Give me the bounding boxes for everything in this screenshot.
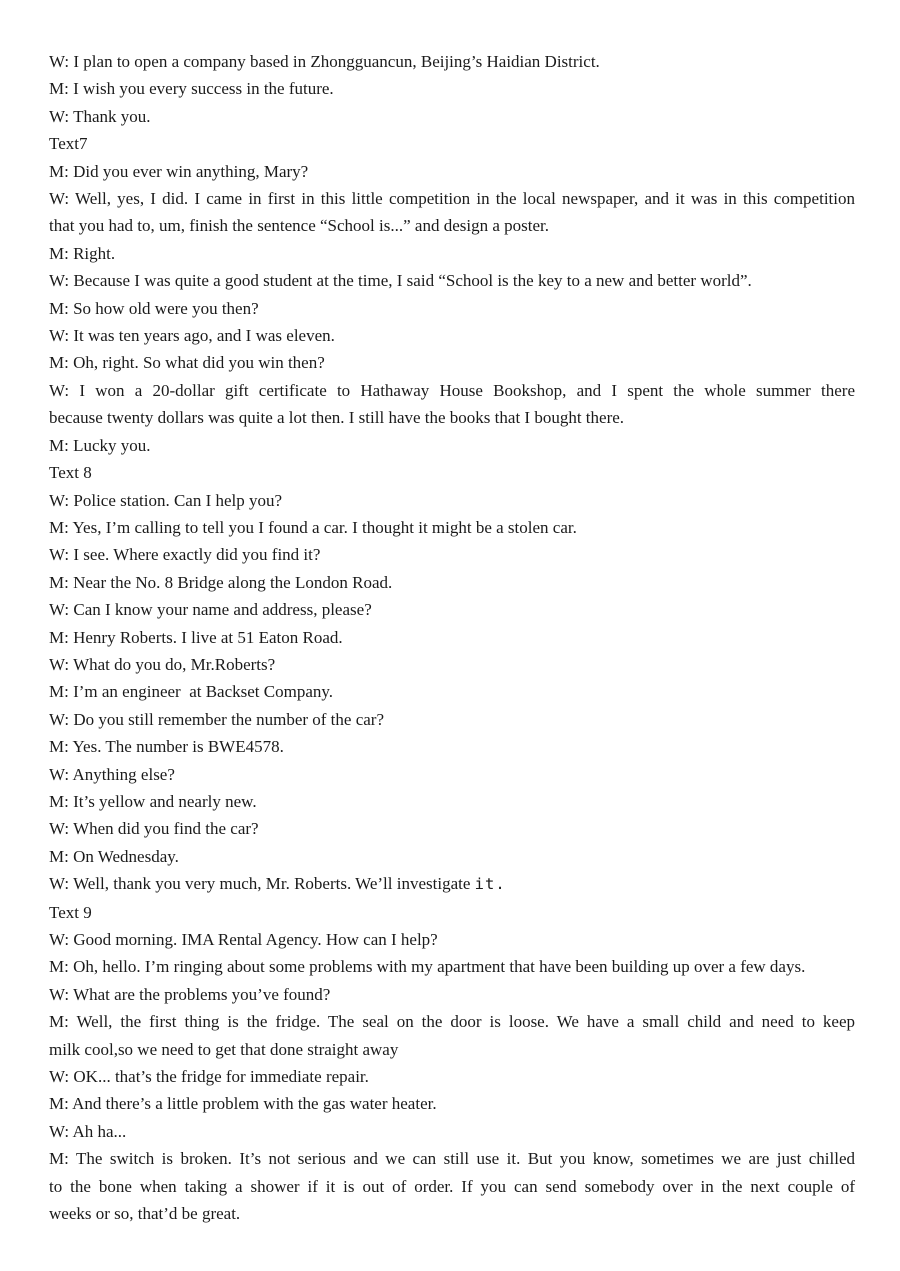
transcript-line bbox=[49, 733, 855, 760]
transcript-line bbox=[49, 678, 855, 705]
transcript-body bbox=[49, 48, 855, 1227]
line-text: W: I won a 20-dollar gift certificate to Hathaway House Bookshop, and I spent the whole summer there bbox=[49, 380, 855, 400]
line-text: M: Did you ever win anything, Mary? bbox=[49, 161, 309, 181]
line-text: M: I’m an engineer at Backset Company. bbox=[49, 682, 334, 702]
transcript-line bbox=[49, 48, 855, 75]
transcript-line bbox=[49, 75, 855, 102]
section-heading-text: Text7 bbox=[49, 134, 88, 154]
transcript-line bbox=[49, 1063, 855, 1090]
section-heading bbox=[49, 459, 855, 486]
line-text: W: What do you do, Mr.Roberts? bbox=[49, 654, 276, 674]
line-text: M: Right. bbox=[49, 243, 116, 263]
line-text: W: It was ten years ago, and I was eleven. bbox=[49, 326, 335, 346]
line-text: because twenty dollars was quite a lot then. I still have the books that I bought there. bbox=[49, 408, 625, 428]
line-text: M: Oh, right. So what did you win then? bbox=[49, 353, 325, 373]
transcript-line bbox=[49, 1008, 855, 1035]
line-text: M: The switch is broken. It’s not serious and we can still use it. But you know, sometimes we are just chilled bbox=[49, 1149, 855, 1169]
line-text: W: Ah ha... bbox=[49, 1121, 127, 1141]
section-heading-text: Text 9 bbox=[49, 902, 92, 922]
line-text: M: And there’s a little problem with the gas water heater. bbox=[49, 1094, 437, 1114]
transcript-line bbox=[49, 569, 855, 596]
section-heading bbox=[49, 130, 855, 157]
line-text: M: Near the No. 8 Bridge along the London Road. bbox=[49, 572, 393, 592]
line-text: M: Henry Roberts. I live at 51 Eaton Road. bbox=[49, 627, 343, 647]
transcript-line bbox=[49, 541, 855, 568]
transcript-line bbox=[49, 1200, 855, 1227]
line-text: M: Yes, I’m calling to tell you I found a car. I thought it might be a stolen car. bbox=[49, 517, 577, 537]
transcript-line bbox=[49, 1118, 855, 1145]
section-heading bbox=[49, 899, 855, 926]
transcript-line bbox=[49, 706, 855, 733]
line-text: W: What are the problems you’ve found? bbox=[49, 984, 331, 1004]
transcript-line bbox=[49, 788, 855, 815]
line-text: W: Good morning. IMA Rental Agency. How can I help? bbox=[49, 930, 438, 949]
transcript-line bbox=[49, 926, 855, 953]
transcript-line bbox=[49, 761, 855, 788]
line-text: W: OK... that’s the fridge for immediate repair. bbox=[49, 1067, 369, 1087]
line-text: weeks or so, that’d be great. bbox=[49, 1204, 241, 1224]
line-text: W: When did you find the car? bbox=[49, 819, 259, 839]
line-text: W: Well, thank you very much, Mr. Roberts. We’ll investigate bbox=[49, 874, 475, 894]
transcript-line bbox=[49, 185, 855, 212]
line-text: M: Lucky you. bbox=[49, 435, 151, 455]
line-text: W: Well, yes, I did. I came in first in this little competition in the local newspaper, and it was in this competition bbox=[49, 189, 855, 209]
line-text: M: Well, the first thing is the fridge. The seal on the door is loose. We have a small child and need to keep bbox=[49, 1012, 855, 1032]
transcript-line bbox=[49, 1173, 855, 1200]
line-text: W: Police station. Can I help you? bbox=[49, 490, 283, 510]
line-text: W: Thank you. bbox=[49, 106, 151, 126]
transcript-line bbox=[49, 843, 855, 870]
transcript-line bbox=[49, 514, 855, 541]
transcript-line bbox=[49, 1036, 855, 1063]
transcript-line bbox=[49, 953, 855, 980]
transcript-line bbox=[49, 267, 855, 294]
transcript-line bbox=[49, 322, 855, 349]
transcript-line bbox=[49, 158, 855, 185]
line-text: W: Anything else? bbox=[49, 764, 175, 784]
transcript-line bbox=[49, 870, 855, 898]
transcript-line bbox=[49, 1090, 855, 1117]
transcript-line bbox=[49, 377, 855, 404]
transcript-line bbox=[49, 981, 855, 1008]
transcript-line bbox=[49, 624, 855, 651]
transcript-line bbox=[49, 651, 855, 678]
transcript-line bbox=[49, 404, 855, 431]
line-text-alt-font: it. bbox=[474, 875, 506, 894]
transcript-line bbox=[49, 349, 855, 376]
line-text: that you had to, um, finish the sentence “School is...” and design a poster. bbox=[49, 216, 549, 236]
transcript-line bbox=[49, 212, 855, 239]
line-text: M: Oh, hello. I’m ringing about some problems with my apartment that have been building up over a few days. bbox=[49, 957, 806, 977]
transcript-line bbox=[49, 432, 855, 459]
line-text: milk cool,so we need to get that done straight away bbox=[49, 1039, 399, 1059]
line-text: W: I see. Where exactly did you find it? bbox=[49, 545, 321, 565]
transcript-line bbox=[49, 1145, 855, 1172]
line-text: to the bone when taking a shower if it is out of order. If you can send somebody over in the next couple of bbox=[49, 1176, 855, 1196]
line-text: W: I plan to open a company based in Zhongguancun, Beijing’s Haidian District. bbox=[49, 52, 600, 71]
transcript-line bbox=[49, 103, 855, 130]
line-text: W: Can I know your name and address, please? bbox=[49, 600, 372, 620]
line-text: M: So how old were you then? bbox=[49, 298, 259, 318]
line-text: W: Do you still remember the number of the car? bbox=[49, 709, 385, 729]
transcript-line bbox=[49, 487, 855, 514]
line-text: M: On Wednesday. bbox=[49, 846, 179, 866]
line-text: M: Yes. The number is BWE4578. bbox=[49, 737, 284, 757]
transcript-line bbox=[49, 295, 855, 322]
transcript-line bbox=[49, 240, 855, 267]
section-heading-text: Text 8 bbox=[49, 463, 92, 483]
transcript-line bbox=[49, 815, 855, 842]
line-text: M: It’s yellow and nearly new. bbox=[49, 791, 257, 811]
transcript-line bbox=[49, 596, 855, 623]
line-text: W: Because I was quite a good student at the time, I said “School is the key to a new and better world”. bbox=[49, 271, 752, 291]
line-text: M: I wish you every success in the future. bbox=[49, 79, 334, 99]
